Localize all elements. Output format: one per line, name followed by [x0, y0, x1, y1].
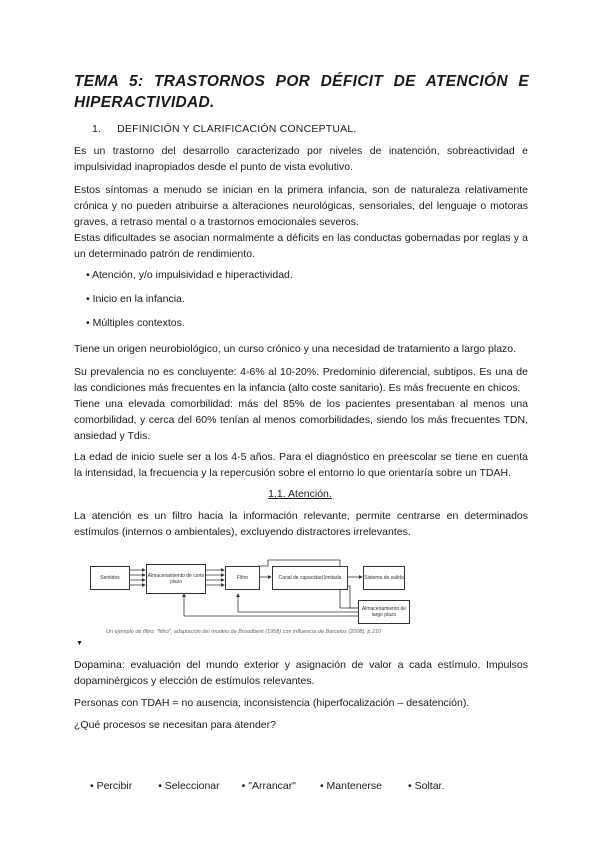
page-title [74, 71, 529, 113]
diagram-box-senses: Sentidos [90, 566, 130, 590]
bullet-item: • Múltiples contextos. [86, 317, 185, 329]
diagram-box-long-term-storage: Almacenamiento de largo plazo [358, 600, 410, 624]
diagram-box-short-term-storage: Almacenamiento de corto plazo [146, 564, 206, 594]
section-heading [92, 123, 357, 135]
paragraph-symptoms: Estos síntomas a menudo se inician en la primera infancia, son de naturaleza relativamente crónica y no pueden atribuirse a alteraciones neurológicas, sensoriales, del lenguaje o motoras graves, a retraso mental o a trastornos emocionales severos. [74, 184, 528, 228]
process-item: • Seleccionar [158, 780, 220, 792]
diagram-caption: Un ejemplo de filtro: "filtro", adaptación del modelo de Broadbent (1958) con influencia de Barcelos (2008), p.210 [106, 629, 382, 635]
diagram-box-output-system: Sistema de salida [363, 566, 405, 590]
diagram-box-filter: Filtro [225, 566, 260, 590]
paragraph-tdah: Personas con TDAH = no ausencia, inconsistencia (hiperfocalización – desatención). [74, 697, 470, 709]
paragraph-comorbidity: Tiene una elevada comorbilidad: más del 85% de los pacientes presentaban al menos una comorbilidad, y cerca del 60% tenían al menos comorbilidades, siendo los más frecuentes TDN, ansiedad y Tdis. [74, 398, 528, 442]
paragraph-attention: La atención es un filtro hacia la información relevante, permite centrarse en determinados estímulos (internos o ambientales), excluyendo distractores irrelevantes. [74, 510, 528, 538]
attention-filter-diagram [88, 556, 448, 626]
process-list [74, 780, 528, 792]
process-item: • Mantenerse [319, 780, 383, 792]
paragraph-difficulties: Estas dificultades se asocian normalmente a déficits en las conductas gobernadas por reglas y a un determinado patrón de rendimiento. [74, 232, 528, 260]
process-item: • Percibir [90, 780, 133, 792]
paragraph-onset: La edad de inicio suele ser a los 4-5 años. Para el diagnóstico en preescolar se tiene en cuenta la intensidad, la frecuencia y la repercusión sobre el entorno lo que orientaría sobre un TDAH. [74, 451, 528, 479]
diagram-box-limited-channel: Canal de capacidad limitada [272, 566, 348, 590]
title-line-2: HIPERACTIVIDAD. [74, 94, 215, 111]
subsection-heading: 1.1. Atención. [268, 488, 332, 500]
process-item: • Soltar. [408, 780, 445, 792]
bullet-item: • Inicio en la infancia. [86, 293, 185, 305]
caption-marker: ▼ [76, 640, 83, 647]
paragraph-origin: Tiene un origen neurobiológico, un curso crónico y una necesidad de tratamiento a largo plazo. [74, 343, 517, 355]
process-item: • "Arrancar" [241, 780, 296, 792]
section-title: DEFINICIÓN Y CLARIFICACIÓN CONCEPTUAL. [117, 123, 357, 135]
paragraph-dopamine: Dopamina: evaluación del mundo exterior y asignación de valor a cada estímulo. Impulsos dopaminérgicos y elección de estímulos relevantes. [74, 659, 528, 687]
section-number: 1. [92, 123, 102, 135]
bullet-item: • Atención, y/o impulsividad e hiperactividad. [86, 269, 293, 281]
paragraph-question: ¿Qué procesos se necesitan para atender? [74, 719, 276, 731]
paragraph-prevalence: Su prevalencia no es concluyente: 4-6% al 10-20%. Predominio diferencial, subtipos. Es una de las condiciones más frecuentes en la infancia (alto coste sanitario). Es más frecuente en chicos. [74, 366, 528, 394]
title-line-1: TEMA 5: TRASTORNOS POR DÉFICIT DE ATENCIÓN E [74, 73, 529, 90]
paragraph-definition: Es un trastorno del desarrollo caracterizado por niveles de inatención, sobreactividad e impulsividad inapropiados desde el punto de vista evolutivo. [74, 145, 528, 173]
